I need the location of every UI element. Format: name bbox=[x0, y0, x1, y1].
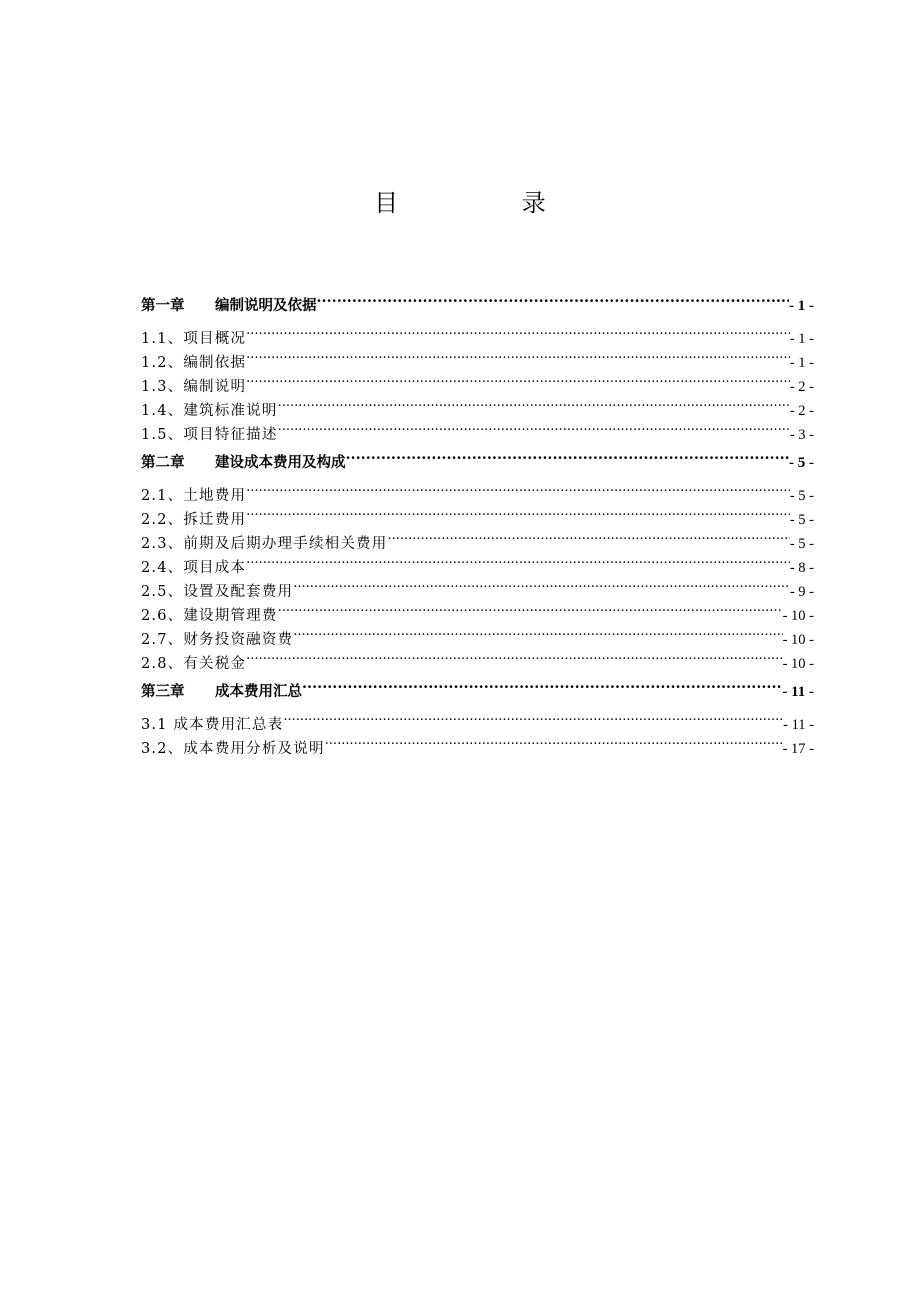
section-label: 2.7、财务投资融资费 bbox=[141, 628, 293, 652]
dot-leader bbox=[283, 705, 783, 729]
chapter-number: 第三章 bbox=[141, 683, 185, 700]
dot-leader bbox=[325, 729, 783, 753]
chapter-label bbox=[141, 294, 317, 318]
toc-section-2-1[interactable] bbox=[141, 476, 814, 504]
section-page-number: - 10 - bbox=[783, 604, 814, 628]
chapter-page-number: - 1 - bbox=[789, 294, 814, 318]
chapter-page-number: - 11 - bbox=[782, 680, 814, 704]
dot-leader bbox=[317, 286, 790, 310]
chapter-title: 编制说明及依据 bbox=[215, 297, 317, 314]
section-label: 1.1、项目概况 bbox=[141, 327, 246, 351]
dot-leader bbox=[387, 524, 789, 548]
section-label: 2.2、拆迁费用 bbox=[141, 508, 246, 532]
chapter-title: 建设成本费用及构成 bbox=[215, 454, 346, 471]
section-label: 3.1 成本费用汇总表 bbox=[141, 713, 283, 737]
section-label: 3.2、成本费用分析及说明 bbox=[141, 737, 325, 761]
chapter-title: 成本费用汇总 bbox=[215, 683, 302, 700]
section-label: 2.3、前期及后期办理手续相关费用 bbox=[141, 532, 387, 556]
chapter-number: 第二章 bbox=[141, 454, 185, 471]
dot-leader bbox=[246, 500, 790, 524]
dot-leader bbox=[246, 548, 790, 572]
page-title: 目 录 bbox=[374, 189, 604, 217]
section-label: 2.5、设置及配套费用 bbox=[141, 580, 293, 604]
section-page-number: - 2 - bbox=[790, 375, 814, 399]
chapter-number: 第一章 bbox=[141, 297, 185, 314]
dot-leader bbox=[278, 391, 790, 415]
section-page-number: - 5 - bbox=[790, 508, 814, 532]
dot-leader bbox=[278, 415, 790, 439]
table-of-contents bbox=[141, 282, 814, 757]
section-page-number: - 5 - bbox=[790, 484, 814, 508]
chapter-page-number: - 5 - bbox=[789, 451, 814, 475]
section-page-number: - 3 - bbox=[790, 423, 814, 447]
dot-leader bbox=[246, 319, 790, 343]
toc-chapter-1[interactable] bbox=[141, 286, 814, 314]
section-label: 2.8、有关税金 bbox=[141, 652, 246, 676]
section-label: 2.1、土地费用 bbox=[141, 484, 246, 508]
dot-leader bbox=[246, 476, 790, 500]
dot-leader bbox=[293, 620, 782, 644]
section-page-number: - 1 - bbox=[790, 327, 814, 351]
section-label: 1.4、建筑标准说明 bbox=[141, 399, 278, 423]
dot-leader bbox=[346, 443, 790, 467]
toc-section-3-1[interactable] bbox=[141, 705, 814, 733]
section-page-number: - 10 - bbox=[783, 628, 814, 652]
section-page-number: - 17 - bbox=[783, 737, 814, 761]
section-label: 2.4、项目成本 bbox=[141, 556, 246, 580]
section-label: 2.6、建设期管理费 bbox=[141, 604, 278, 628]
section-label: 1.2、编制依据 bbox=[141, 351, 246, 375]
toc-section-1-1[interactable] bbox=[141, 319, 814, 347]
section-label: 1.3、编制说明 bbox=[141, 375, 246, 399]
dot-leader bbox=[246, 644, 782, 668]
section-page-number: - 1 - bbox=[790, 351, 814, 375]
section-page-number: - 5 - bbox=[790, 532, 814, 556]
section-page-number: - 9 - bbox=[790, 580, 814, 604]
dot-leader bbox=[246, 343, 790, 367]
dot-leader bbox=[302, 672, 782, 696]
dot-leader bbox=[293, 572, 790, 596]
dot-leader bbox=[246, 367, 790, 391]
section-label: 1.5、项目特征描述 bbox=[141, 423, 278, 447]
dot-leader bbox=[278, 596, 783, 620]
section-page-number: - 10 - bbox=[783, 652, 814, 676]
section-page-number: - 11 - bbox=[783, 713, 814, 737]
chapter-label bbox=[141, 680, 302, 704]
section-page-number: - 2 - bbox=[790, 399, 814, 423]
section-page-number: - 8 - bbox=[790, 556, 814, 580]
chapter-label bbox=[141, 451, 346, 475]
